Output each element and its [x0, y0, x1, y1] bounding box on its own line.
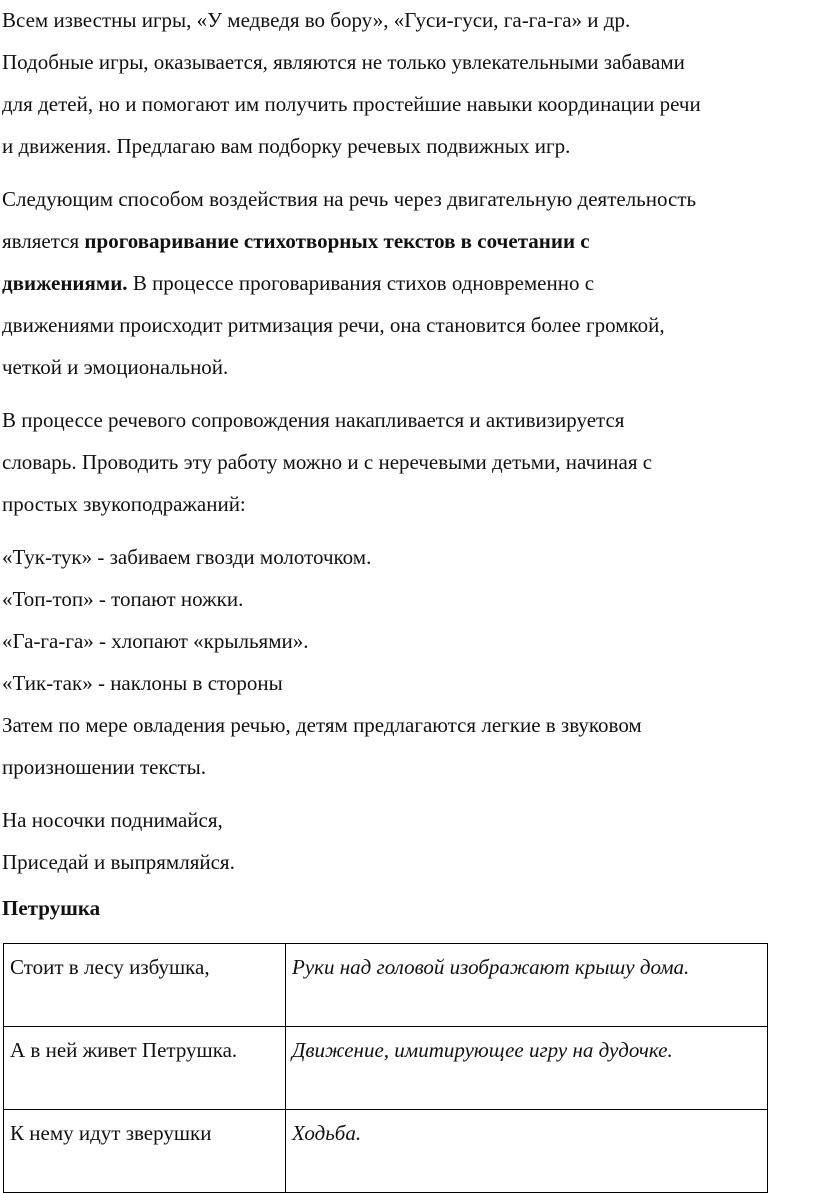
action-cell: Ходьба. — [286, 1110, 768, 1193]
text-span: является — [2, 229, 85, 253]
example-item: «Тук-тук» - забиваем гвозди молоточком. — [2, 545, 372, 569]
poem-line: На носочки поднимайся, — [2, 808, 223, 832]
text-line: словарь. Проводить эту работу можно и с неречевыми детьми, начиная с — [2, 450, 653, 474]
text-line: движениями происходит ритмизация речи, она становится более громкой, — [2, 313, 665, 337]
bold-text: проговаривание стихотворных текстов в сочетании с — [84, 229, 590, 253]
poem-lines — [2, 799, 814, 883]
text-line: Следующим способом воздействия на речь через двигательную деятельность — [2, 187, 697, 211]
game-table — [3, 943, 768, 1193]
examples-list — [2, 536, 814, 788]
text-line — [2, 220, 814, 262]
verse-cell: Стоит в лесу избушка, — [4, 944, 286, 1027]
method-paragraph — [2, 178, 814, 388]
text-line: четкой и эмоциональной. — [2, 355, 229, 379]
table-row — [4, 1110, 768, 1193]
text-line: и движения. Предлагаю вам подборку речевых подвижных игр. — [2, 134, 571, 158]
text-line: Подобные игры, оказывается, являются не только увлекательными забавами — [2, 50, 685, 74]
text-line: В процессе речевого сопровождения накапливается и активизируется — [2, 408, 625, 432]
verse-cell: А в ней живет Петрушка. — [4, 1027, 286, 1110]
action-cell: Движение, имитирующее игру на дудочке. — [286, 1027, 768, 1110]
text-line — [2, 262, 814, 304]
table-row — [4, 1027, 768, 1110]
bold-text: движениями. — [2, 271, 128, 295]
text-line: произношении тексты. — [2, 755, 207, 779]
table-row — [4, 944, 768, 1027]
example-item: «Га-га-га» - хлопают «крыльями». — [2, 629, 309, 653]
text-line: Всем известны игры, «У медведя во бору», «Гуси-гуси, га-га-га» и др. — [2, 8, 631, 32]
text-line: Затем по мере овладения речью, детям предлагаются легкие в звуковом — [2, 713, 642, 737]
document-page — [2, 0, 814, 929]
poem-line: Приседай и выпрямляйся. — [2, 850, 235, 874]
text-line: простых звукоподражаний: — [2, 492, 246, 516]
section-title: Петрушка — [2, 896, 101, 920]
action-cell: Руки над головой изображают крышу дома. — [286, 944, 768, 1027]
verse-cell: К нему идут зверушки — [4, 1110, 286, 1193]
example-item: «Тик-так» - наклоны в стороны — [2, 671, 283, 695]
vocabulary-paragraph — [2, 399, 814, 525]
example-item: «Топ-топ» - топают ножки. — [2, 587, 244, 611]
text-span: В процессе проговаривания стихов одновременно с — [127, 271, 595, 295]
text-line: для детей, но и помогают им получить простейшие навыки координации речи — [2, 92, 701, 116]
intro-paragraph — [2, 0, 814, 167]
